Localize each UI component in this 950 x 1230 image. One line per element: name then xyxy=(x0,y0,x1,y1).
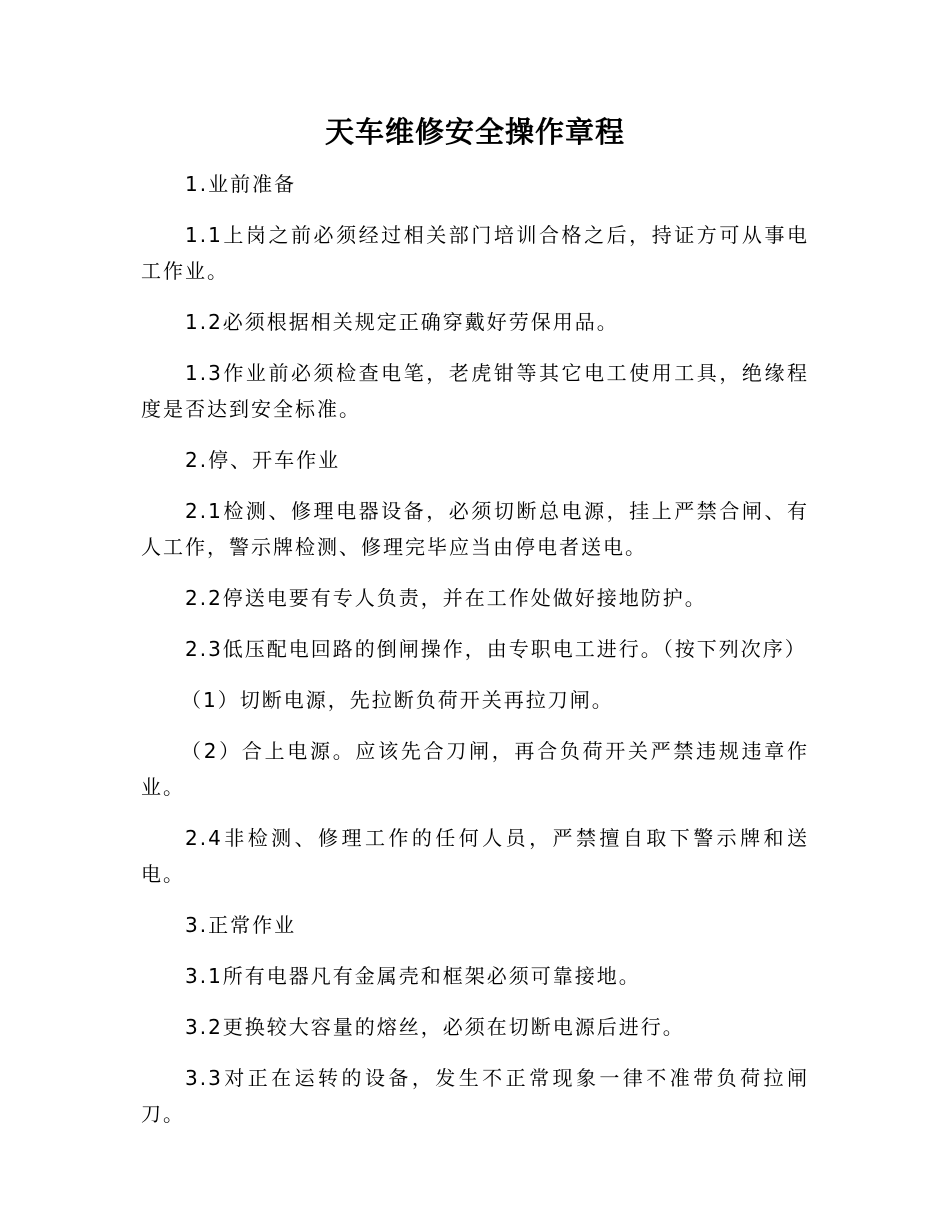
paragraph: 3.1所有电器凡有金属壳和框架必须可靠接地。 xyxy=(185,964,641,988)
paragraph: 2.4非检测、修理工作的任何人员，严禁擅自取下警示牌和送电。 xyxy=(141,826,809,886)
section-heading: 2.停、开车作业 xyxy=(185,448,341,472)
document-body xyxy=(141,166,809,1147)
paragraph: 3.3对正在运转的设备，发生不正常现象一律不准带负荷拉闸刀。 xyxy=(141,1066,809,1126)
list-item: （1）切断电源，先拉断负荷开关再拉刀闸。 xyxy=(181,688,614,712)
paragraph: 1.2必须根据相关规定正确穿戴好劳保用品。 xyxy=(185,310,619,334)
section-heading: 3.正常作业 xyxy=(185,913,297,937)
document-title: 天车维修安全操作章程 xyxy=(324,115,625,149)
paragraph: 2.2停送电要有专人负责，并在工作处做好接地防护。 xyxy=(185,586,707,610)
section-heading: 1.业前准备 xyxy=(185,172,297,196)
paragraph: 1.1上岗之前必须经过相关部门培训合格之后，持证方可从事电工作业。 xyxy=(141,223,809,283)
paragraph: 2.3低压配电回路的倒闸操作，由专职电工进行。（按下列次序） xyxy=(185,637,807,661)
paragraph: 3.2更换较大容量的熔丝，必须在切断电源后进行。 xyxy=(185,1015,685,1039)
list-item: （2）合上电源。应该先合刀闸，再合负荷开关严禁违规违章作业。 xyxy=(141,739,809,799)
paragraph: 1.3作业前必须检查电笔，老虎钳等其它电工使用工具，绝缘程度是否达到安全标准。 xyxy=(141,361,809,421)
paragraph: 2.1检测、修理电器设备，必须切断总电源，挂上严禁合闸、有人工作，警示牌检测、修理完毕应当由停电者送电。 xyxy=(141,499,809,559)
